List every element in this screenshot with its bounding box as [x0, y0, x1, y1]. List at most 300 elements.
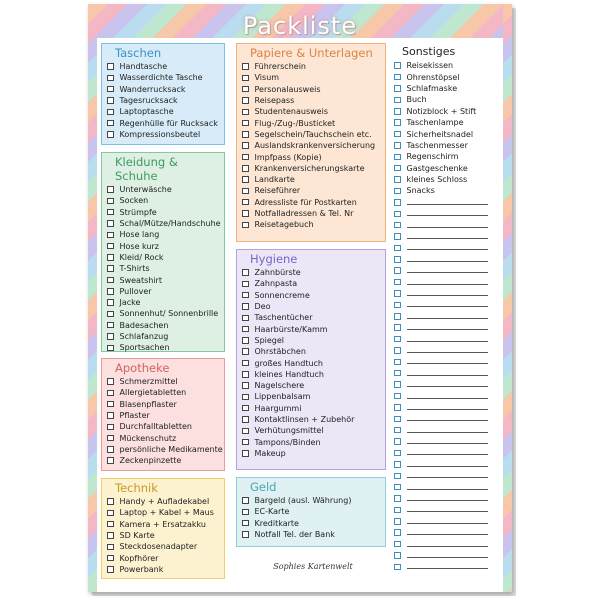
- checkbox[interactable]: [242, 154, 249, 161]
- checklist-item[interactable]: [107, 432, 219, 443]
- checklist-item[interactable]: [242, 106, 380, 117]
- checkbox[interactable]: [394, 199, 401, 206]
- checklist-item-label: Sonnenhut/ Sonnenbrille: [119, 309, 219, 319]
- blank-checklist-line[interactable]: [394, 345, 488, 356]
- checklist-item[interactable]: [107, 376, 219, 387]
- blank-checklist-line[interactable]: [394, 299, 488, 310]
- checkbox[interactable]: [394, 473, 401, 480]
- checkbox[interactable]: [394, 176, 401, 183]
- checkbox[interactable]: [242, 188, 249, 195]
- checklist-item[interactable]: [242, 518, 380, 529]
- checkbox[interactable]: [394, 416, 401, 423]
- checklist-item[interactable]: [242, 72, 380, 83]
- checklist-item-label: Schmerzmittel: [119, 377, 178, 387]
- checkbox[interactable]: [107, 544, 114, 551]
- checkbox[interactable]: [242, 416, 249, 423]
- checkbox[interactable]: [107, 446, 114, 453]
- checkbox[interactable]: [242, 120, 249, 127]
- checklist-item[interactable]: [107, 229, 219, 240]
- checklist-item[interactable]: [107, 421, 219, 432]
- checklist-item[interactable]: [107, 286, 219, 297]
- writing-line[interactable]: [407, 420, 489, 421]
- checklist-item[interactable]: [107, 444, 223, 455]
- checkbox[interactable]: [394, 267, 401, 274]
- checklist-item[interactable]: [242, 117, 380, 128]
- checkbox[interactable]: [107, 510, 114, 517]
- checkbox[interactable]: [107, 131, 114, 138]
- checkbox[interactable]: [242, 497, 249, 504]
- checkbox[interactable]: [242, 405, 249, 412]
- checklist-item-label: Personalausweis: [254, 84, 321, 94]
- checkbox[interactable]: [242, 439, 249, 446]
- checkbox[interactable]: [107, 322, 114, 329]
- checkbox[interactable]: [242, 210, 249, 217]
- blank-checklist-line[interactable]: [394, 254, 488, 265]
- checklist-item[interactable]: [394, 140, 488, 151]
- writing-line[interactable]: [407, 523, 489, 524]
- checklist-item[interactable]: [394, 151, 488, 162]
- checkbox[interactable]: [242, 222, 249, 229]
- checklist-item[interactable]: [107, 297, 219, 308]
- blank-checklist-line[interactable]: [394, 459, 488, 470]
- writing-line[interactable]: [407, 306, 489, 307]
- checkbox[interactable]: [394, 393, 401, 400]
- checklist-item[interactable]: [394, 117, 488, 128]
- writing-line[interactable]: [407, 489, 489, 490]
- checkbox[interactable]: [394, 484, 401, 491]
- writing-line[interactable]: [407, 238, 489, 239]
- blank-checklist-line[interactable]: [394, 402, 488, 413]
- checkbox[interactable]: [394, 222, 401, 229]
- checkbox[interactable]: [242, 428, 249, 435]
- checkbox[interactable]: [107, 457, 114, 464]
- checkbox[interactable]: [107, 109, 114, 116]
- checkbox[interactable]: [242, 531, 249, 538]
- blank-checklist-line[interactable]: [394, 333, 488, 344]
- checkbox[interactable]: [394, 427, 401, 434]
- checkbox[interactable]: [107, 277, 114, 284]
- checkbox[interactable]: [107, 345, 114, 352]
- checklist-item[interactable]: [107, 530, 219, 541]
- writing-line[interactable]: [407, 477, 489, 478]
- blank-checklist-line[interactable]: [394, 390, 488, 401]
- checkbox[interactable]: [107, 97, 114, 104]
- checkbox[interactable]: [242, 450, 249, 457]
- checkbox[interactable]: [394, 541, 401, 548]
- checklist-item[interactable]: [107, 541, 219, 552]
- checkbox[interactable]: [242, 337, 249, 344]
- checklist-item[interactable]: [394, 174, 488, 185]
- checklist-item[interactable]: [242, 278, 380, 289]
- checklist-item[interactable]: [242, 84, 380, 95]
- writing-line[interactable]: [407, 432, 489, 433]
- checklist-item[interactable]: [242, 185, 380, 196]
- checkbox[interactable]: [242, 292, 249, 299]
- section-sonstiges: [392, 43, 490, 583]
- writing-line[interactable]: [407, 557, 489, 558]
- blank-checklist-line[interactable]: [394, 425, 488, 436]
- checkbox[interactable]: [242, 199, 249, 206]
- writing-line[interactable]: [407, 341, 489, 342]
- checklist-item[interactable]: [107, 129, 219, 140]
- checklist-item[interactable]: [242, 414, 380, 425]
- checkbox[interactable]: [242, 109, 249, 116]
- writing-line[interactable]: [407, 409, 489, 410]
- checkbox[interactable]: [394, 62, 401, 69]
- checklist-item[interactable]: [107, 207, 219, 218]
- checkbox[interactable]: [394, 279, 401, 286]
- checklist-item[interactable]: [242, 151, 380, 162]
- checkbox[interactable]: [394, 108, 401, 115]
- checklist-item[interactable]: [394, 94, 488, 105]
- writing-line[interactable]: [407, 227, 489, 228]
- checklist-item[interactable]: [242, 174, 380, 185]
- checkbox[interactable]: [394, 119, 401, 126]
- blank-checklist-line[interactable]: [394, 550, 488, 561]
- checkbox[interactable]: [107, 424, 114, 431]
- checkbox[interactable]: [394, 142, 401, 149]
- checkbox[interactable]: [107, 333, 114, 340]
- checklist-item[interactable]: [242, 425, 380, 436]
- checklist-item-label: Hose lang: [119, 230, 160, 240]
- checkbox[interactable]: [107, 435, 114, 442]
- checkbox[interactable]: [107, 209, 114, 216]
- checklist-item[interactable]: [107, 240, 219, 251]
- checkbox[interactable]: [107, 401, 114, 408]
- checkbox[interactable]: [394, 313, 401, 320]
- checkbox[interactable]: [394, 404, 401, 411]
- writing-line[interactable]: [407, 443, 489, 444]
- section-technik: [101, 478, 225, 579]
- checklist-item[interactable]: [107, 117, 219, 128]
- checkbox[interactable]: [394, 256, 401, 263]
- checklist-item-label: Laptoptasche: [119, 107, 174, 117]
- writing-line[interactable]: [407, 466, 489, 467]
- checkbox[interactable]: [394, 302, 401, 309]
- writing-line[interactable]: [407, 546, 489, 547]
- checklist-item[interactable]: [242, 380, 380, 391]
- checkbox[interactable]: [242, 131, 249, 138]
- checkbox[interactable]: [242, 281, 249, 288]
- checkbox[interactable]: [242, 371, 249, 378]
- checklist-item[interactable]: [242, 208, 380, 219]
- checklist-item[interactable]: [242, 197, 380, 208]
- checkbox[interactable]: [394, 245, 401, 252]
- checklist-item[interactable]: [107, 263, 219, 274]
- checklist-item[interactable]: [242, 61, 380, 72]
- checkbox[interactable]: [242, 176, 249, 183]
- checkbox[interactable]: [107, 288, 114, 295]
- checklist-item[interactable]: [107, 496, 219, 507]
- writing-line[interactable]: [407, 375, 489, 376]
- checklist-item[interactable]: [242, 301, 380, 312]
- writing-line[interactable]: [407, 454, 489, 455]
- checkbox[interactable]: [107, 254, 114, 261]
- blank-checklist-line[interactable]: [394, 356, 488, 367]
- section-heading: Papiere & Unterlagen: [250, 46, 373, 60]
- blank-checklist-line[interactable]: [394, 413, 488, 424]
- writing-line[interactable]: [407, 318, 489, 319]
- checkbox[interactable]: [242, 360, 249, 367]
- writing-line[interactable]: [407, 272, 489, 273]
- checkbox[interactable]: [107, 232, 114, 239]
- writing-line[interactable]: [407, 284, 489, 285]
- blank-checklist-line[interactable]: [394, 379, 488, 390]
- checkbox[interactable]: [242, 97, 249, 104]
- checklist-item[interactable]: [242, 495, 380, 506]
- checklist-item[interactable]: [394, 106, 488, 117]
- checklist-item[interactable]: [107, 564, 219, 575]
- checkbox[interactable]: [394, 336, 401, 343]
- blank-checklist-line[interactable]: [394, 561, 488, 572]
- writing-line[interactable]: [407, 261, 489, 262]
- checklist-item[interactable]: [107, 399, 219, 410]
- checklist-item[interactable]: [242, 95, 380, 106]
- checkbox[interactable]: [394, 438, 401, 445]
- checkbox[interactable]: [242, 303, 249, 310]
- checkbox[interactable]: [242, 394, 249, 401]
- checklist-item-label: Buch: [406, 95, 427, 105]
- checkbox[interactable]: [394, 188, 401, 195]
- checklist-item[interactable]: [394, 128, 488, 139]
- checklist-item[interactable]: [242, 267, 380, 278]
- writing-line[interactable]: [407, 500, 489, 501]
- blank-checklist-line[interactable]: [394, 527, 488, 538]
- checklist-item[interactable]: [242, 140, 380, 151]
- writing-line[interactable]: [407, 215, 489, 216]
- blank-checklist-line[interactable]: [394, 447, 488, 458]
- checklist-item-label: Reiseführer: [254, 186, 301, 196]
- checkbox[interactable]: [107, 220, 114, 227]
- checkbox[interactable]: [394, 450, 401, 457]
- writing-line[interactable]: [407, 534, 489, 535]
- checkbox[interactable]: [394, 85, 401, 92]
- checklist-item[interactable]: [242, 290, 380, 301]
- checklist-item-label: Laptop + Kabel + Maus: [119, 508, 214, 518]
- checklist-item[interactable]: [242, 436, 380, 447]
- checkbox[interactable]: [107, 243, 114, 250]
- checklist-item-label: Flug-/Zug-/Busticket: [254, 118, 336, 128]
- writing-line[interactable]: [407, 398, 489, 399]
- checklist-item[interactable]: [242, 219, 380, 230]
- checklist-item[interactable]: [394, 185, 488, 196]
- checklist-item-label: Handtasche: [119, 62, 168, 72]
- checklist-item[interactable]: [107, 507, 219, 518]
- checkbox[interactable]: [394, 154, 401, 161]
- checkbox[interactable]: [394, 461, 401, 468]
- blank-checklist-line[interactable]: [394, 265, 488, 276]
- checkbox[interactable]: [107, 198, 114, 205]
- checklist-item-label: Schal/Mütze/Handschuhe: [119, 219, 221, 229]
- checkbox[interactable]: [394, 165, 401, 172]
- blank-checklist-line[interactable]: [394, 276, 488, 287]
- checkbox[interactable]: [242, 315, 249, 322]
- checkbox[interactable]: [107, 566, 114, 573]
- checkbox[interactable]: [242, 63, 249, 70]
- checklist-item[interactable]: [107, 410, 219, 421]
- checklist-item[interactable]: [107, 519, 219, 530]
- blank-checklist-line[interactable]: [394, 208, 488, 219]
- checklist-item[interactable]: [394, 83, 488, 94]
- blank-checklist-line[interactable]: [394, 368, 488, 379]
- checkbox[interactable]: [242, 326, 249, 333]
- blank-checklist-line[interactable]: [394, 242, 488, 253]
- checklist-item[interactable]: [107, 218, 219, 229]
- checkbox[interactable]: [394, 359, 401, 366]
- checklist-item[interactable]: [242, 403, 380, 414]
- checkbox[interactable]: [394, 74, 401, 81]
- checklist-item-label: Sicherheitsnadel: [406, 129, 474, 139]
- checkbox[interactable]: [394, 495, 401, 502]
- checklist-item[interactable]: [107, 455, 219, 466]
- checkbox[interactable]: [242, 142, 249, 149]
- blank-checklist-line[interactable]: [394, 219, 488, 230]
- checklist-item[interactable]: [107, 331, 219, 342]
- checklist-item[interactable]: [107, 320, 219, 331]
- blank-checklist-line[interactable]: [394, 470, 488, 481]
- checkbox[interactable]: [394, 290, 401, 297]
- checklist-item-label: Snacks: [406, 186, 435, 196]
- checkbox[interactable]: [394, 324, 401, 331]
- blank-checklist-line[interactable]: [394, 493, 488, 504]
- checklist-item[interactable]: [242, 312, 380, 323]
- checkbox[interactable]: [107, 63, 114, 70]
- checklist-item[interactable]: [242, 335, 380, 346]
- checklist-item[interactable]: [107, 95, 219, 106]
- checklist-item[interactable]: [242, 357, 380, 368]
- checklist-item[interactable]: [107, 252, 219, 263]
- checkbox[interactable]: [394, 97, 401, 104]
- checkbox[interactable]: [242, 348, 249, 355]
- checklist-item[interactable]: [394, 71, 488, 82]
- writing-line[interactable]: [407, 568, 489, 569]
- blank-checklist-line[interactable]: [394, 311, 488, 322]
- section-heading: Apotheke: [115, 361, 170, 375]
- checklist-item[interactable]: [242, 369, 380, 380]
- blank-checklist-line[interactable]: [394, 322, 488, 333]
- checkbox[interactable]: [394, 507, 401, 514]
- checklist-item[interactable]: [107, 552, 219, 563]
- checklist-item[interactable]: [242, 506, 380, 517]
- checkbox[interactable]: [394, 564, 401, 571]
- checkbox[interactable]: [242, 165, 249, 172]
- section-hygiene: [236, 249, 386, 470]
- checklist-item[interactable]: [242, 323, 380, 334]
- striped-right-border: [503, 4, 512, 592]
- checklist-item[interactable]: [107, 184, 219, 195]
- checkbox[interactable]: [107, 532, 114, 539]
- blank-checklist-line[interactable]: [394, 481, 488, 492]
- writing-line[interactable]: [407, 204, 489, 205]
- blank-checklist-line[interactable]: [394, 504, 488, 515]
- checkbox[interactable]: [394, 131, 401, 138]
- checkbox[interactable]: [242, 75, 249, 82]
- checkbox[interactable]: [242, 86, 249, 93]
- checklist-item[interactable]: [107, 387, 219, 398]
- checkbox[interactable]: [107, 521, 114, 528]
- checkbox[interactable]: [242, 509, 249, 516]
- blank-checklist-line[interactable]: [394, 436, 488, 447]
- checkbox[interactable]: [394, 552, 401, 559]
- checklist-item-label: Bargeld (ausl. Währung): [254, 496, 352, 506]
- checklist-item[interactable]: [107, 308, 219, 319]
- writing-line[interactable]: [407, 511, 489, 512]
- checklist-item[interactable]: [107, 195, 219, 206]
- checklist-item[interactable]: [107, 84, 219, 95]
- writing-line[interactable]: [407, 352, 489, 353]
- checklist-item[interactable]: [394, 163, 488, 174]
- checkbox[interactable]: [394, 347, 401, 354]
- checkbox[interactable]: [107, 86, 114, 93]
- checkbox[interactable]: [107, 390, 114, 397]
- checkbox[interactable]: [107, 186, 114, 193]
- checklist-item[interactable]: [242, 346, 380, 357]
- section-taschen: [101, 43, 225, 145]
- checkbox[interactable]: [242, 269, 249, 276]
- checkbox[interactable]: [107, 412, 114, 419]
- checklist-item-label: Spiegel: [254, 335, 285, 345]
- checklist-item[interactable]: [242, 129, 380, 140]
- writing-line[interactable]: [407, 295, 489, 296]
- checkbox[interactable]: [107, 498, 114, 505]
- checklist-item-label: Regenhülle für Rucksack: [119, 118, 218, 128]
- checklist-item[interactable]: [107, 342, 219, 353]
- checkbox[interactable]: [107, 311, 114, 318]
- checkbox[interactable]: [242, 520, 249, 527]
- checklist-item-label: Landkarte: [254, 175, 295, 185]
- checklist-item[interactable]: [242, 529, 380, 540]
- checklist-item[interactable]: [107, 106, 219, 117]
- checklist-item-label: Kompressionsbeutel: [119, 129, 201, 139]
- blank-checklist-line[interactable]: [394, 538, 488, 549]
- writing-line[interactable]: [407, 363, 489, 364]
- checkbox[interactable]: [394, 370, 401, 377]
- checkbox[interactable]: [394, 529, 401, 536]
- checkbox[interactable]: [394, 518, 401, 525]
- checkbox[interactable]: [107, 75, 114, 82]
- checklist-item[interactable]: [107, 274, 219, 285]
- page-title: Packliste: [242, 12, 358, 40]
- checkbox[interactable]: [394, 211, 401, 218]
- writing-line[interactable]: [407, 386, 489, 387]
- checkbox[interactable]: [107, 299, 114, 306]
- checklist-item[interactable]: [394, 60, 488, 71]
- checklist-item-label: Schlafmaske: [406, 83, 458, 93]
- checklist-item[interactable]: [242, 391, 380, 402]
- checkbox[interactable]: [394, 381, 401, 388]
- writing-line[interactable]: [407, 249, 489, 250]
- checkbox[interactable]: [107, 555, 114, 562]
- checkbox[interactable]: [107, 378, 114, 385]
- checklist-item-label: Kreditkarte: [254, 518, 299, 528]
- checklist-item[interactable]: [242, 448, 380, 459]
- checkbox[interactable]: [242, 382, 249, 389]
- checklist-item[interactable]: [107, 72, 219, 83]
- blank-checklist-line[interactable]: [394, 197, 488, 208]
- checklist-item-label: Regenschirm: [406, 152, 459, 162]
- checkbox[interactable]: [107, 265, 114, 272]
- checklist-item-label: Auslandskrankenversicherung: [254, 141, 376, 151]
- checklist-item[interactable]: [107, 61, 219, 72]
- blank-checklist-line[interactable]: [394, 231, 488, 242]
- checklist-item[interactable]: [242, 163, 380, 174]
- checkbox[interactable]: [107, 120, 114, 127]
- blank-checklist-line[interactable]: [394, 516, 488, 527]
- checkbox[interactable]: [394, 233, 401, 240]
- blank-checklist-line[interactable]: [394, 288, 488, 299]
- checklist-item-label: Adressliste für Postkarten: [254, 197, 357, 207]
- writing-line[interactable]: [407, 329, 489, 330]
